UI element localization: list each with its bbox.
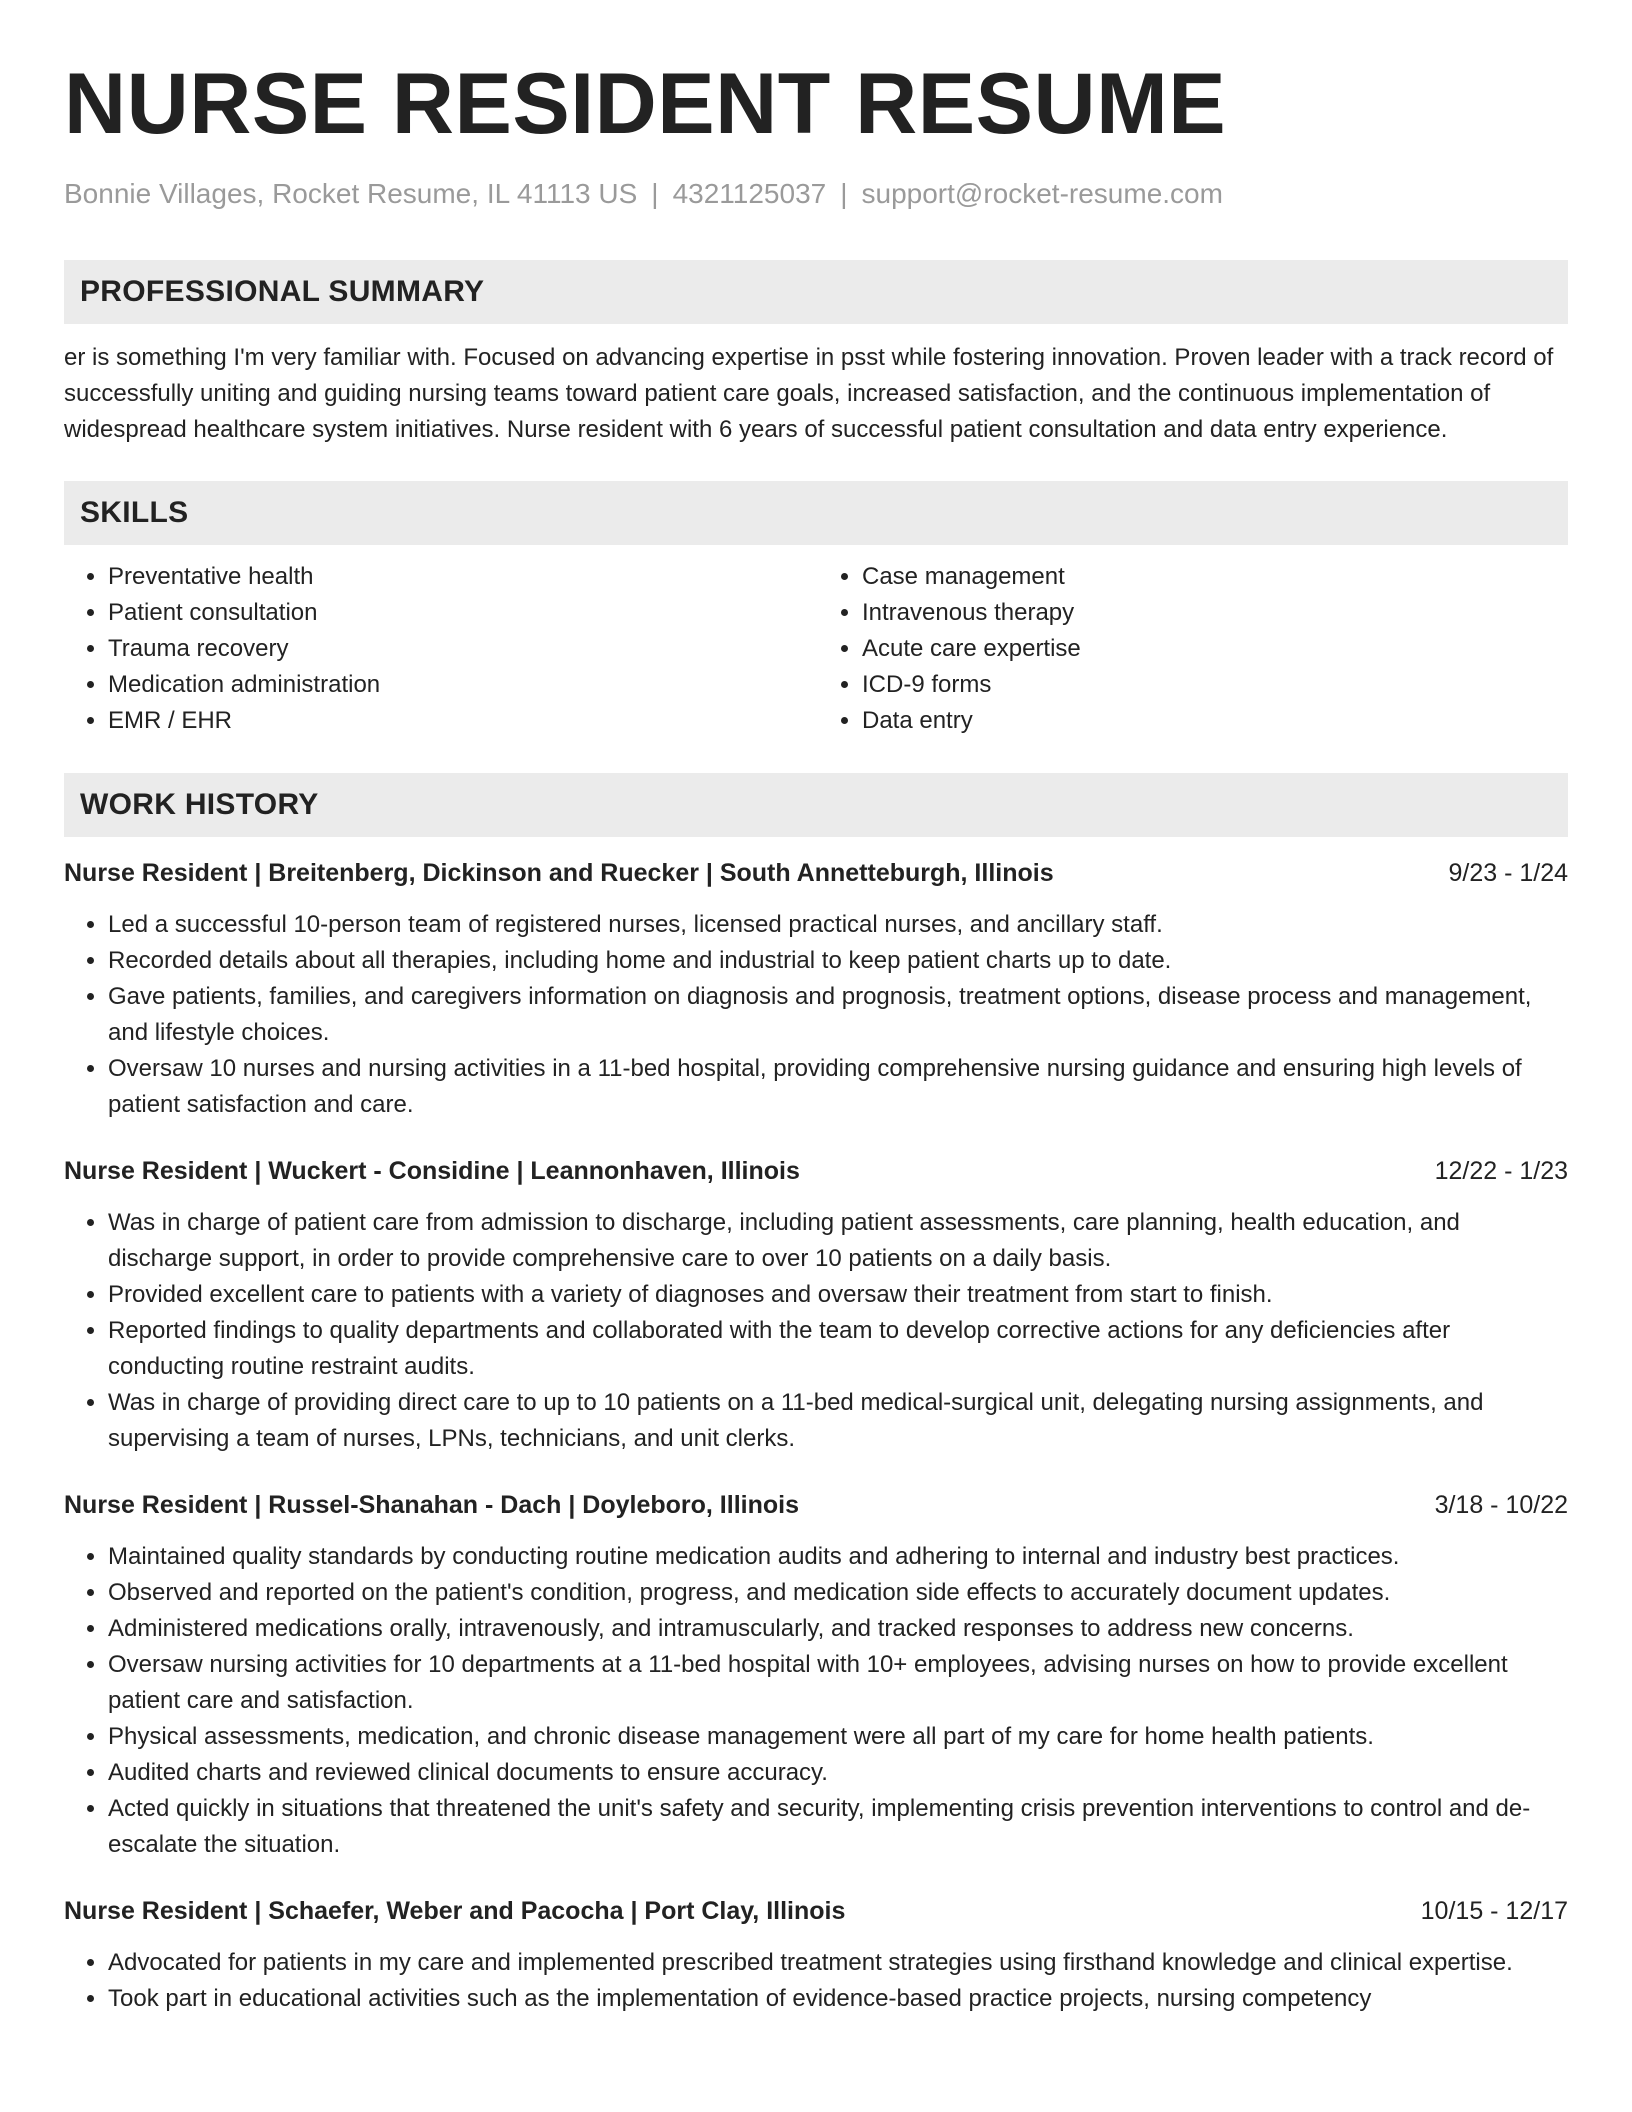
section-header-summary: PROFESSIONAL SUMMARY	[64, 260, 1568, 324]
job-title: Nurse Resident | Wuckert - Considine | Leannonhaven, Illinois	[64, 1157, 800, 1185]
skills-column-left	[64, 559, 816, 739]
job-entry	[64, 1487, 1568, 1863]
job-bullets	[64, 1539, 1568, 1863]
skill-item: • EMR / EHR	[108, 703, 816, 739]
job-dates: 3/18 - 10/22	[1434, 1491, 1568, 1519]
skill-item: • Patient consultation	[108, 595, 816, 631]
contact-email: support@rocket-resume.com	[861, 178, 1223, 209]
job-bullet: • Maintained quality standards by conducting routine medication audits and adhering to internal and industry best practices.	[108, 1539, 1568, 1575]
contact-phone: 4321125037	[672, 178, 827, 209]
page-title: NURSE RESIDENT RESUME	[64, 56, 1227, 152]
job-header	[64, 1153, 1568, 1189]
job-bullets	[64, 907, 1568, 1123]
job-header	[64, 1893, 1568, 1929]
job-bullet: • Acted quickly in situations that threatened the unit's safety and security, implementing crisis prevention interventions to control and de-escalate the situation.	[108, 1791, 1568, 1863]
section-header-skills: SKILLS	[64, 481, 1568, 545]
job-bullet: • Was in charge of providing direct care to up to 10 patients on a 11-bed medical-surgical unit, delegating nursing assignments, and supervising a team of nurses, LPNs, technicians, and unit clerks.	[108, 1385, 1568, 1457]
job-title: Nurse Resident | Schaefer, Weber and Pacocha | Port Clay, Illinois	[64, 1897, 846, 1925]
job-header	[64, 1487, 1568, 1523]
job-bullet: • Audited charts and reviewed clinical documents to ensure accuracy.	[108, 1755, 1568, 1791]
job-title: Nurse Resident | Russel-Shanahan - Dach | Doyleboro, Illinois	[64, 1491, 799, 1519]
skill-item: • Acute care expertise	[862, 631, 1568, 667]
job-bullet: • Oversaw nursing activities for 10 departments at a 11-bed hospital with 10+ employees, advising nurses on how to provide excellent patient care and satisfaction.	[108, 1647, 1568, 1719]
contact-address: Bonnie Villages, Rocket Resume, IL 41113 US	[64, 178, 638, 209]
job-title: Nurse Resident | Breitenberg, Dickinson and Ruecker | South Annetteburgh, Illinois	[64, 859, 1054, 887]
contact-separator: |	[651, 178, 659, 209]
job-bullet: • Was in charge of patient care from admission to discharge, including patient assessments, care planning, health education, and discharge support, in order to provide comprehensive care to over 10 patients on a daily basis.	[108, 1205, 1568, 1277]
job-bullet: • Gave patients, families, and caregivers information on diagnosis and prognosis, treatment options, disease process and management, and lifestyle choices.	[108, 979, 1568, 1051]
job-dates: 9/23 - 1/24	[1448, 859, 1568, 887]
skill-item: • Medication administration	[108, 667, 816, 703]
summary-text: er is something I'm very familiar with. Focused on advancing expertise in psst while fostering innovation. Proven leader with a track record of successfully uniting and guiding nursing teams toward patient care goals, increased satisfaction, and the continuous implementation of widespread healthcare system initiatives. Nurse resident with 6 years of successful patient consultation and data entry experience.	[64, 344, 1554, 443]
job-entry	[64, 855, 1568, 1123]
skills-list	[64, 559, 1568, 739]
job-bullet: • Advocated for patients in my care and implemented prescribed treatment strategies using firsthand knowledge and clinical expertise.	[108, 1945, 1568, 1981]
skills-column-right	[816, 559, 1568, 739]
job-bullets	[64, 1205, 1568, 1457]
job-bullet: • Took part in educational activities such as the implementation of evidence-based practice projects, nursing competency	[108, 1981, 1568, 2017]
job-bullet: • Administered medications orally, intravenously, and intramuscularly, and tracked responses to address new concerns.	[108, 1611, 1568, 1647]
job-bullet: • Observed and reported on the patient's condition, progress, and medication side effects to accurately document updates.	[108, 1575, 1568, 1611]
skill-item: • Data entry	[862, 703, 1568, 739]
skill-item: • Trauma recovery	[108, 631, 816, 667]
job-header	[64, 855, 1568, 891]
contact-line	[64, 176, 1568, 212]
job-bullet: • Reported findings to quality departments and collaborated with the team to develop corrective actions for any deficiencies after conducting routine restraint audits.	[108, 1313, 1568, 1385]
skill-item: • Intravenous therapy	[862, 595, 1568, 631]
job-entry	[64, 1893, 1568, 2017]
job-bullet: • Provided excellent care to patients with a variety of diagnoses and oversaw their treatment from start to finish.	[108, 1277, 1568, 1313]
contact-separator: |	[840, 178, 848, 209]
job-bullet: • Physical assessments, medication, and chronic disease management were all part of my care for home health patients.	[108, 1719, 1568, 1755]
job-entry	[64, 1153, 1568, 1457]
job-bullet: • Oversaw 10 nurses and nursing activities in a 11-bed hospital, providing comprehensive nursing guidance and ensuring high levels of patient satisfaction and care.	[108, 1051, 1568, 1123]
job-bullet: • Recorded details about all therapies, including home and industrial to keep patient charts up to date.	[108, 943, 1568, 979]
skill-item: • ICD-9 forms	[862, 667, 1568, 703]
section-header-work-history: WORK HISTORY	[64, 773, 1568, 837]
skill-item: • Case management	[862, 559, 1568, 595]
skill-item: • Preventative health	[108, 559, 816, 595]
job-bullets	[64, 1945, 1568, 2017]
job-dates: 12/22 - 1/23	[1434, 1157, 1568, 1185]
job-dates: 10/15 - 12/17	[1420, 1897, 1568, 1925]
job-bullet: • Led a successful 10-person team of registered nurses, licensed practical nurses, and ancillary staff.	[108, 907, 1568, 943]
